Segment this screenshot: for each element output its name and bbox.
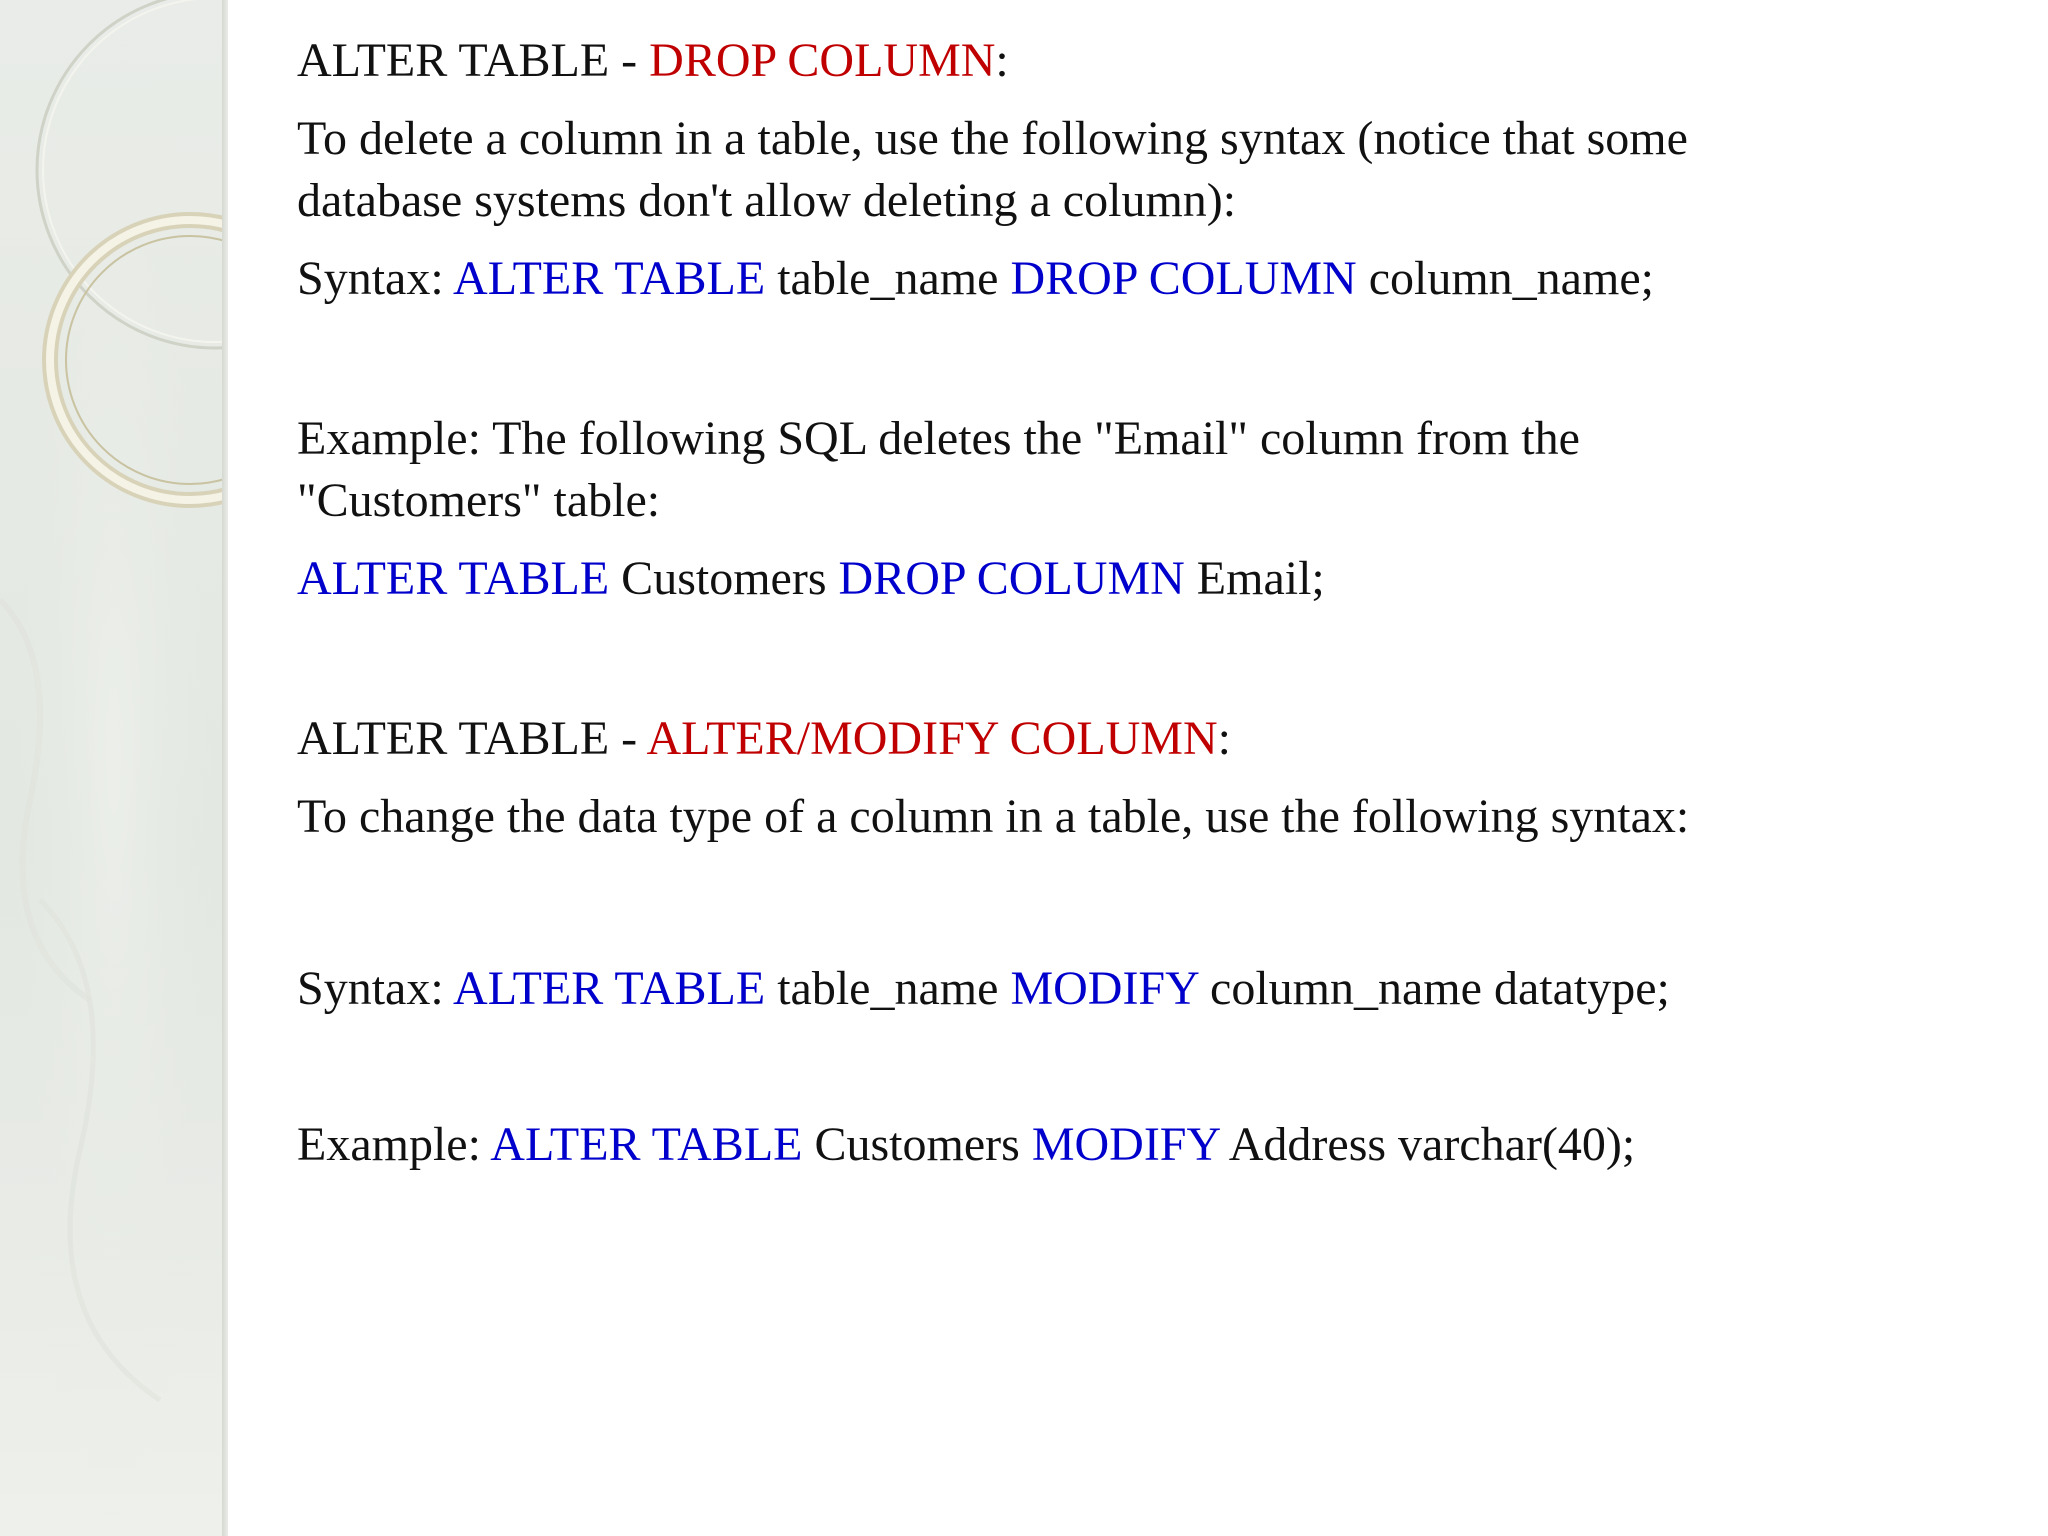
syntax-keyword-alter-table: ALTER TABLE (453, 252, 766, 305)
example-keyword-modify: MODIFY (1031, 1118, 1220, 1171)
example-keyword-alter-table: ALTER TABLE (490, 1118, 803, 1171)
syntax-arg-table-name: table_name (765, 252, 1011, 305)
syntax-keyword-drop-column: DROP COLUMN (1010, 252, 1357, 305)
example-arg-customers: Customers (609, 552, 839, 605)
syntax-label: Syntax: (297, 252, 454, 305)
example-label: Example: (297, 1118, 491, 1171)
syntax-arg-table-name: table_name (765, 962, 1011, 1015)
modify-column-heading (297, 708, 1231, 770)
syntax-arg-column-datatype: column_name datatype; (1198, 962, 1670, 1015)
modify-syntax-line (297, 958, 1670, 1020)
sidebar-edge (222, 0, 228, 1536)
example-arg-address: Address varchar(40); (1219, 1118, 1636, 1171)
modify-example-line (297, 1114, 1635, 1176)
drop-syntax-line (297, 248, 1654, 310)
drop-example-line-1: Example: The following SQL deletes the "Email" column from the (297, 412, 1580, 465)
example-arg-customers: Customers (802, 1118, 1032, 1171)
modify-description-line-1: To change the data type of a column in a table, use the following syntax: (297, 790, 1690, 843)
example-keyword-drop-column: DROP COLUMN (838, 552, 1185, 605)
decorative-sidebar (0, 0, 228, 1536)
drop-description-line-1: To delete a column in a table, use the following syntax (notice that some (297, 112, 1688, 165)
syntax-keyword-alter-table: ALTER TABLE (453, 962, 766, 1015)
drop-column-heading (297, 30, 1009, 92)
syntax-keyword-modify: MODIFY (1010, 962, 1199, 1015)
heading-prefix: ALTER TABLE - (297, 34, 650, 87)
heading-prefix: ALTER TABLE - (297, 712, 647, 765)
syntax-label: Syntax: (297, 962, 454, 1015)
heading-keyword: DROP COLUMN (649, 34, 996, 87)
example-keyword-alter-table: ALTER TABLE (297, 552, 610, 605)
drop-description-line-2: database systems don't allow deleting a column): (297, 174, 1237, 227)
drop-example-line-2: "Customers" table: (297, 474, 661, 527)
drop-example-code (297, 548, 1325, 610)
heading-suffix: : (1217, 712, 1231, 765)
example-arg-email: Email; (1184, 552, 1325, 605)
decorative-rings-graphic (0, 0, 228, 1536)
heading-keyword: ALTER/MODIFY COLUMN (646, 712, 1218, 765)
heading-suffix: : (995, 34, 1009, 87)
syntax-arg-column-name: column_name; (1356, 252, 1654, 305)
